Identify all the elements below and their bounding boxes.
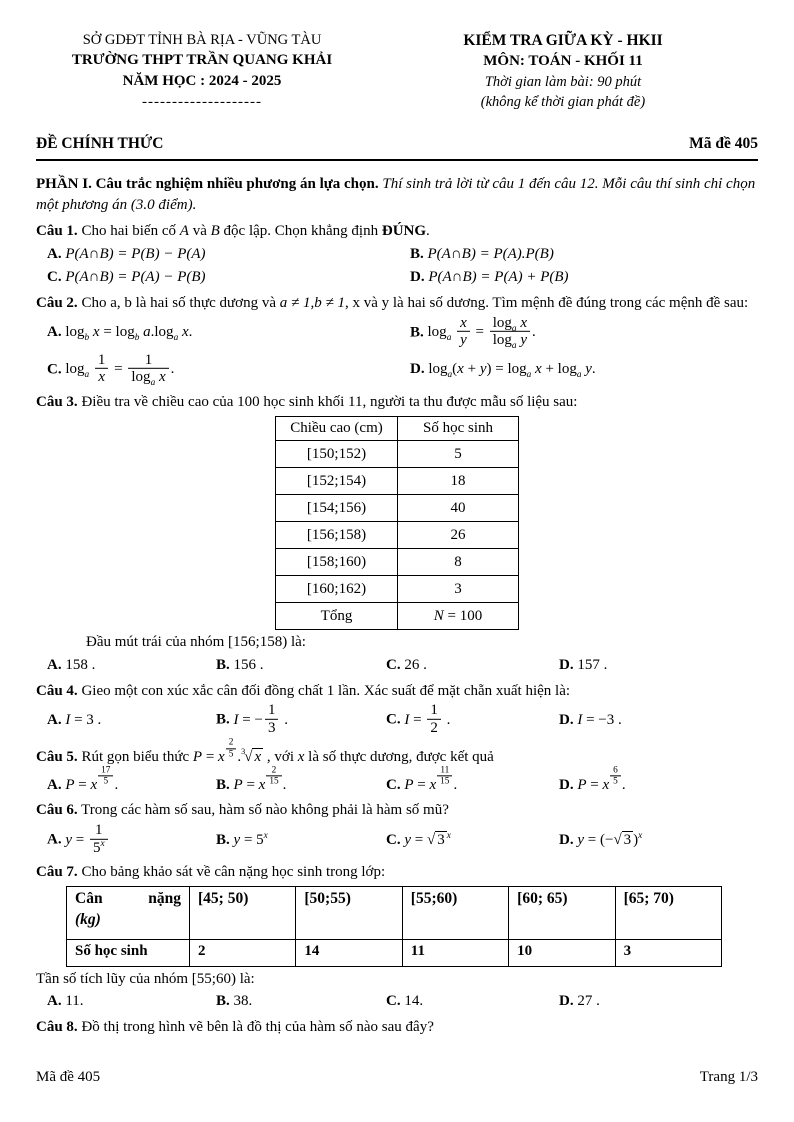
option-formula: P(A∩B) = P(A) − P(B): [65, 269, 206, 286]
label-word: Cân: [75, 889, 103, 907]
option-value: 11.: [65, 993, 84, 1010]
option-label: C.: [47, 361, 62, 377]
question-2-text: Cho a, b là hai số thực dương và: [77, 294, 280, 311]
option-label: A.: [47, 831, 62, 848]
table-row: [276, 576, 519, 603]
option-label: D.: [410, 269, 425, 286]
emphasis-dung: ĐÚNG: [381, 222, 427, 239]
question-6-text: Trong các hàm số sau, hàm số nào không phải là hàm số mũ?: [77, 802, 449, 819]
question-2-stem: [36, 293, 758, 314]
unit-label: (kg): [75, 911, 101, 929]
q1-option-a: [47, 244, 410, 265]
exam-type-row: [36, 133, 758, 154]
question-3-number: Câu 3.: [36, 393, 78, 410]
q3-option-d: [559, 655, 758, 676]
exam-title: KIỂM TRA GIỮA KỲ - HKII: [463, 32, 663, 49]
option-formula: $\log_b x = \log_b a.\log_a$ x.: [65, 324, 193, 344]
q2-option-d: [410, 359, 758, 380]
q6-option-c: [386, 830, 559, 851]
table-cell: Tổng: [276, 603, 398, 630]
part1-title: PHẦN I. Câu trắc nghiệm nhiều phương án lựa chọn.: [36, 176, 379, 193]
question-6-number: Câu 6.: [36, 802, 78, 819]
table-cell: 40: [398, 495, 519, 522]
option-value: 157 .: [577, 656, 608, 673]
exam-code: Mã đề 405: [689, 135, 758, 153]
q5-option-d: [559, 765, 758, 796]
question-8-number: Câu 8.: [36, 1019, 78, 1036]
table-cell: 10: [509, 939, 615, 966]
question-3-options: [36, 655, 758, 676]
option-label: B.: [216, 993, 230, 1010]
option-value: 38.: [233, 993, 253, 1010]
table-cell: [154;156): [276, 495, 398, 522]
option-label: B.: [216, 776, 230, 793]
q7-option-c: [386, 991, 559, 1012]
table-header-row: [67, 886, 722, 939]
option-formula: P(A∩B) = P(A) + P(B): [428, 269, 569, 286]
q3-option-b: [216, 655, 386, 676]
option-label: B.: [216, 711, 230, 728]
q3-option-a: [47, 655, 216, 676]
exam-duration: Thời gian làm bài: 90 phút: [484, 74, 642, 91]
option-label: B.: [410, 324, 424, 340]
table-cell: 3: [398, 576, 519, 603]
part1-description: Thí sinh trả lời từ câu 1 đến câu 12. Mỗi câu thí sinh chỉ chọn một phương án (3.0 điểm).: [36, 176, 756, 214]
option-label: C.: [386, 831, 401, 848]
q2-option-a: [47, 322, 410, 343]
table-cell: 3: [615, 939, 721, 966]
table-label-cell: Số học sinh: [67, 939, 190, 966]
option-value: 158 .: [65, 656, 96, 673]
label-word: nặng: [148, 889, 181, 907]
page-footer: [36, 1067, 758, 1088]
option-formula: P(A∩B) = P(B) − P(A): [65, 245, 206, 262]
table-cell: 26: [398, 522, 519, 549]
question-1-stem: [36, 221, 758, 242]
option-label: D.: [559, 993, 574, 1010]
q5-option-b: [216, 765, 386, 796]
question-5-number: Câu 5.: [36, 749, 78, 766]
exam-duration-note: (không kể thời gian phát đề): [480, 94, 646, 111]
total-formula: N = 100: [433, 607, 483, 624]
option-value: 26 .: [404, 656, 427, 673]
question-3-subquestion: Đầu mút trái của nhóm [156;158) là:: [86, 634, 306, 651]
option-formula: $\log_a(x + y) = \log_a x + \log_a y$.: [428, 361, 596, 381]
question-4-number: Câu 4.: [36, 682, 78, 699]
q2-option-b: [410, 316, 758, 350]
option-label: A.: [47, 711, 62, 728]
option-label: D.: [559, 776, 574, 793]
question-5-text: , với: [263, 749, 298, 766]
question-2-options: [36, 316, 758, 387]
table-cell: [156;158): [276, 522, 398, 549]
question-5-text: là số thực dương, được kết quả: [304, 749, 494, 766]
table-cell: [65; 70): [615, 886, 721, 939]
department-name: SỞ GDĐT TỈNH BÀ RỊA - VŨNG TÀU: [82, 32, 322, 48]
table-header-cell: Số học sinh: [398, 417, 519, 441]
question-7-text: Cho bảng khảo sát về cân nặng học sinh trong lớp:: [77, 864, 386, 881]
option-label: C.: [386, 993, 401, 1010]
option-formula: P = x $^{\frac{6}{5}}$ .: [577, 765, 626, 793]
question-4-stem: [36, 681, 758, 702]
question-8-stem: [36, 1017, 758, 1038]
question-4-text: Gieo một con xúc xắc cân đối đồng chất 1 lần. Xác suất để mặt chẵn xuất hiện là:: [77, 682, 571, 699]
exam-type: ĐỀ CHÍNH THỨC: [36, 135, 164, 153]
table-cell: [160;162): [276, 576, 398, 603]
question-1-text: và: [188, 222, 211, 239]
table-row: [276, 549, 519, 576]
table-cell: [60; 65): [509, 886, 615, 939]
q4-option-d: [559, 710, 758, 731]
option-formula: y = (−√ 3 )$^x$: [577, 830, 643, 848]
option-formula: P = x $^{\frac{11}{15}}$ .: [404, 765, 458, 793]
option-formula: $\log_a$ $\frac{1}{x}$ = $\frac{1}{\log_a x}$ .: [65, 351, 175, 388]
header-rule: [36, 159, 758, 161]
question-1-text: Cho hai biến cố: [77, 222, 180, 239]
option-formula: y = √ 3 $^x$: [404, 830, 451, 848]
table-cell: 8: [398, 549, 519, 576]
q4-option-a: [47, 710, 216, 731]
option-formula: $\log_a$ $\frac{x}{y}$ = $\frac{\log_a x}{\log_a y}$ .: [427, 314, 536, 351]
q6-option-b: [216, 830, 386, 851]
option-formula: I = − $\frac{1}{3}$ .: [233, 702, 288, 736]
q1-option-c: [47, 267, 410, 288]
table-total-row: [276, 603, 519, 630]
option-label: D.: [559, 656, 574, 673]
table-cell: 14: [296, 939, 402, 966]
option-label: D.: [410, 361, 425, 378]
option-value: 156 .: [233, 656, 264, 673]
math-condition: a ≠ 1,b ≠ 1: [279, 294, 345, 311]
option-formula: I = $\frac{1}{2}$ .: [404, 702, 451, 736]
q2-option-c: [47, 353, 410, 387]
question-1-options: [36, 244, 758, 288]
option-formula: P = x $^{\frac{17}{5}}$ .: [65, 765, 119, 793]
table-cell: 11: [402, 939, 508, 966]
option-label: B.: [216, 656, 230, 673]
question-5-text: Rút gọn biểu thức: [77, 749, 193, 766]
q4-option-b: [216, 703, 386, 737]
table-header-row: [276, 417, 519, 441]
header-school-block: [36, 30, 368, 113]
option-label: A.: [47, 776, 62, 793]
q4-option-c: [386, 703, 559, 737]
dashed-divider: --------------------: [142, 94, 262, 111]
option-label: C.: [386, 776, 401, 793]
question-2-text: , x và y là hai số dương. Tìm mệnh đề đúng trong các mệnh đề sau:: [344, 294, 749, 311]
table-cell: [150;152): [276, 441, 398, 468]
question-6-stem: [36, 800, 758, 821]
q3-option-c: [386, 655, 559, 676]
question-7-subquestion: Tần số tích lũy của nhóm [55;60) là:: [36, 970, 255, 987]
q7-option-a: [47, 991, 216, 1012]
school-name: TRƯỜNG THPT TRẦN QUANG KHẢI: [71, 52, 333, 68]
weight-label: [75, 888, 181, 909]
question-7-options: [36, 991, 758, 1012]
height-frequency-table: [275, 416, 519, 630]
math-var-x: x: [297, 749, 305, 766]
option-value: 14.: [404, 993, 424, 1010]
option-label: A.: [47, 656, 62, 673]
table-cell: [158;160): [276, 549, 398, 576]
option-label: B.: [216, 831, 230, 848]
q5-option-a: [47, 765, 216, 796]
table-cell: [50;55): [296, 886, 402, 939]
question-1-number: Câu 1.: [36, 222, 78, 239]
q6-option-d: [559, 830, 758, 851]
q7-option-d: [559, 991, 758, 1012]
q7-option-b: [216, 991, 386, 1012]
q5-option-c: [386, 765, 559, 796]
option-label: A.: [47, 245, 62, 262]
footer-page-number: Trang 1/3: [699, 1069, 758, 1086]
option-label: D.: [559, 831, 574, 848]
option-label: B.: [410, 245, 424, 262]
option-value: 27 .: [577, 993, 600, 1010]
table-row: [67, 939, 722, 966]
option-label: C.: [386, 656, 401, 673]
table-row: [276, 495, 519, 522]
math-var-B: B: [210, 222, 220, 239]
question-5-stem: [36, 737, 758, 768]
table-cell: 5: [398, 441, 519, 468]
table-row: [276, 522, 519, 549]
table-cell: [152;154): [276, 468, 398, 495]
table-row: [276, 441, 519, 468]
math-var-A: A: [179, 222, 189, 239]
q1-option-b: [410, 244, 758, 265]
question-formula: P = x $^{\frac{2}{5}}$ .$^3$√ x: [192, 737, 262, 766]
table-header-cell: Chiều cao (cm): [276, 417, 398, 441]
option-formula: P = x $^{\frac{2}{15}}$ .: [233, 765, 287, 793]
header-exam-block: [368, 30, 758, 113]
table-cell: [55;60): [402, 886, 508, 939]
option-formula: I = −3 .: [577, 711, 622, 728]
option-label: C.: [47, 269, 62, 286]
footer-exam-code: Mã đề 405: [36, 1069, 101, 1086]
table-cell: [45; 50): [190, 886, 296, 939]
question-7-number: Câu 7.: [36, 864, 78, 881]
option-label: A.: [47, 324, 62, 341]
question-3-text: Điều tra về chiều cao của 100 học sinh khối 11, người ta thu được mẫu số liệu sau:: [77, 393, 578, 410]
question-7-stem: [36, 862, 758, 883]
question-5-options: [36, 765, 758, 796]
option-formula: y = $\frac{1}{5^x}$: [65, 832, 109, 848]
table-label-cell: [67, 886, 190, 939]
question-1-text: độc lập. Chọn khẳng định: [219, 222, 382, 239]
option-formula: I = 3 .: [65, 711, 102, 728]
exam-subject: MÔN: TOÁN - KHỐI 11: [483, 53, 643, 70]
weight-survey-table: [66, 886, 722, 967]
q1-option-d: [410, 267, 758, 288]
question-4-options: [36, 703, 758, 737]
table-cell: 2: [190, 939, 296, 966]
table-cell: [398, 603, 519, 630]
q6-option-a: [47, 823, 216, 857]
question-6-options: [36, 823, 758, 857]
question-2-number: Câu 2.: [36, 294, 78, 311]
school-year: NĂM HỌC : 2024 - 2025: [122, 72, 282, 89]
table-row: [276, 468, 519, 495]
part1-heading: [36, 174, 758, 215]
option-label: A.: [47, 993, 62, 1010]
header: [36, 30, 758, 113]
option-formula: $y = 5^x$: [233, 830, 268, 848]
option-label: C.: [386, 711, 401, 728]
table-cell: 18: [398, 468, 519, 495]
question-3-stem: [36, 392, 758, 413]
question-8-text: Đồ thị trong hình vẽ bên là đồ thị của hàm số nào sau đây?: [77, 1019, 434, 1036]
question-1-text: .: [426, 222, 430, 239]
option-label: D.: [559, 711, 574, 728]
option-formula: P(A∩B) = P(A).P(B): [427, 245, 554, 262]
